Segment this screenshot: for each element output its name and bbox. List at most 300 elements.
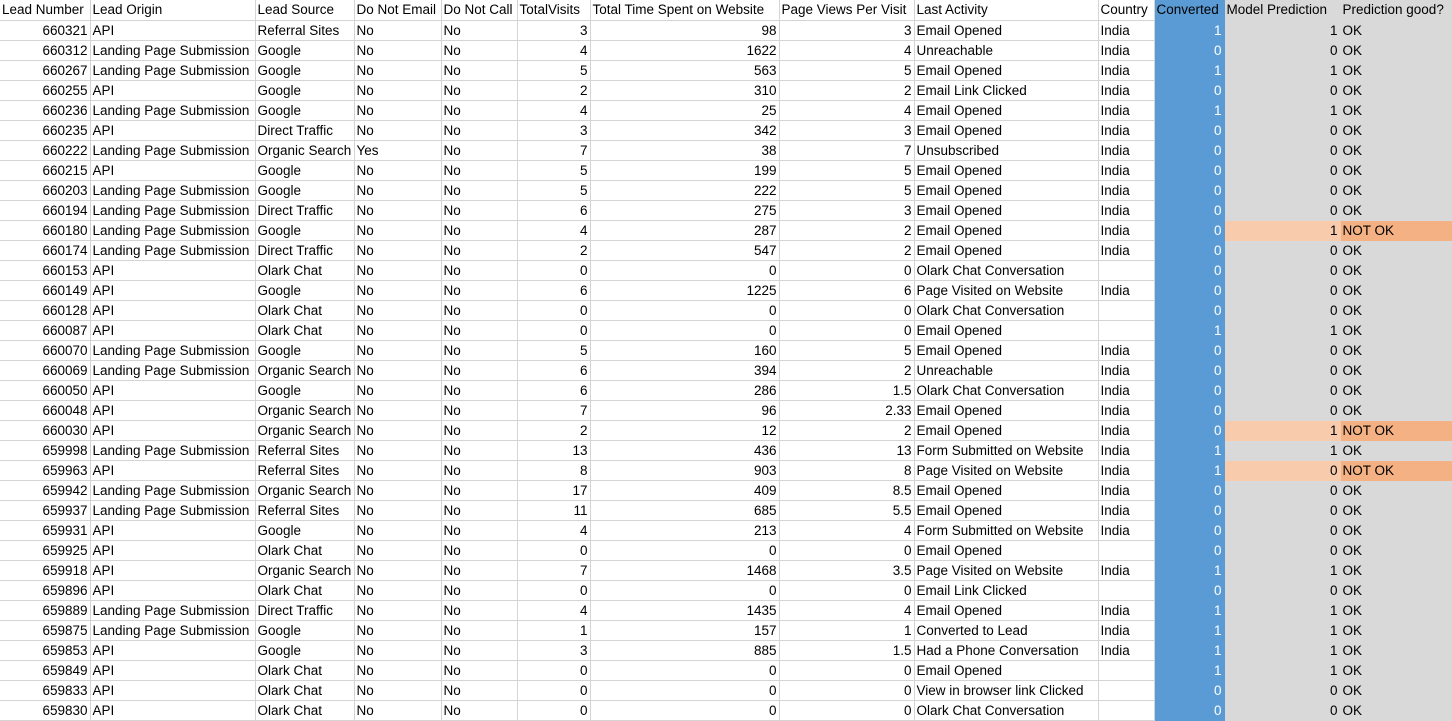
cell-last-activity[interactable]: Unreachable [914,360,1098,380]
cell-lead-origin[interactable]: Landing Page Submission [90,600,255,620]
cell-do-not-call[interactable]: No [441,640,517,660]
cell-converted[interactable]: 1 [1154,20,1224,40]
cell-lead-origin[interactable]: API [90,700,255,720]
cell-lead-source[interactable]: Google [255,100,354,120]
cell-converted[interactable]: 1 [1154,560,1224,580]
cell-converted[interactable]: 0 [1154,120,1224,140]
cell-converted[interactable]: 0 [1154,180,1224,200]
cell-model-prediction[interactable]: 0 [1224,180,1340,200]
cell-lead-source[interactable]: Referral Sites [255,500,354,520]
cell-time-on-website[interactable]: 1468 [590,560,779,580]
cell-country[interactable]: India [1098,180,1154,200]
cell-do-not-call[interactable]: No [441,140,517,160]
cell-prediction-good[interactable]: OK [1340,660,1452,680]
cell-country[interactable] [1098,680,1154,700]
cell-model-prediction[interactable]: 0 [1224,460,1340,480]
cell-do-not-email[interactable]: No [354,400,441,420]
cell-total-visits[interactable]: 1 [517,620,590,640]
cell-model-prediction[interactable]: 1 [1224,20,1340,40]
cell-converted[interactable]: 0 [1154,140,1224,160]
cell-total-visits[interactable]: 6 [517,380,590,400]
cell-do-not-email[interactable]: No [354,200,441,220]
cell-do-not-call[interactable]: No [441,380,517,400]
cell-time-on-website[interactable]: 0 [590,540,779,560]
cell-do-not-email[interactable]: Yes [354,140,441,160]
cell-prediction-good[interactable]: OK [1340,620,1452,640]
cell-lead-number[interactable]: 659963 [0,460,90,480]
cell-page-views-per-visit[interactable]: 4 [779,600,914,620]
cell-total-visits[interactable]: 17 [517,480,590,500]
cell-model-prediction[interactable]: 0 [1224,140,1340,160]
cell-converted[interactable]: 1 [1154,320,1224,340]
cell-country[interactable]: India [1098,20,1154,40]
cell-time-on-website[interactable]: 286 [590,380,779,400]
cell-prediction-good[interactable]: OK [1340,680,1452,700]
cell-converted[interactable]: 0 [1154,240,1224,260]
cell-prediction-good[interactable]: OK [1340,500,1452,520]
cell-do-not-call[interactable]: No [441,460,517,480]
cell-lead-number[interactable]: 660267 [0,60,90,80]
cell-time-on-website[interactable]: 275 [590,200,779,220]
cell-model-prediction[interactable]: 0 [1224,80,1340,100]
cell-total-visits[interactable]: 2 [517,420,590,440]
cell-converted[interactable]: 0 [1154,220,1224,240]
column-header-lead-origin[interactable]: Lead Origin [90,0,255,20]
cell-last-activity[interactable]: Unsubscribed [914,140,1098,160]
cell-lead-source[interactable]: Referral Sites [255,440,354,460]
cell-last-activity[interactable]: Email Opened [914,60,1098,80]
cell-prediction-good[interactable]: OK [1340,480,1452,500]
cell-total-visits[interactable]: 6 [517,200,590,220]
cell-total-visits[interactable]: 3 [517,120,590,140]
cell-do-not-email[interactable]: No [354,560,441,580]
cell-total-visits[interactable]: 0 [517,300,590,320]
cell-total-visits[interactable]: 4 [517,100,590,120]
cell-last-activity[interactable]: Email Opened [914,100,1098,120]
cell-converted[interactable]: 0 [1154,340,1224,360]
column-header-do-not-email[interactable]: Do Not Email [354,0,441,20]
cell-time-on-website[interactable]: 199 [590,160,779,180]
cell-model-prediction[interactable]: 0 [1224,380,1340,400]
cell-model-prediction[interactable]: 1 [1224,620,1340,640]
cell-lead-source[interactable]: Google [255,180,354,200]
cell-lead-origin[interactable]: Landing Page Submission [90,40,255,60]
cell-country[interactable]: India [1098,440,1154,460]
cell-do-not-email[interactable]: No [354,320,441,340]
cell-converted[interactable]: 0 [1154,380,1224,400]
cell-lead-number[interactable]: 660070 [0,340,90,360]
cell-time-on-website[interactable]: 885 [590,640,779,660]
cell-do-not-call[interactable]: No [441,240,517,260]
cell-page-views-per-visit[interactable]: 5.5 [779,500,914,520]
cell-prediction-good[interactable]: OK [1340,260,1452,280]
cell-converted[interactable]: 0 [1154,580,1224,600]
cell-model-prediction[interactable]: 0 [1224,360,1340,380]
cell-lead-origin[interactable]: Landing Page Submission [90,340,255,360]
cell-page-views-per-visit[interactable]: 2 [779,420,914,440]
column-header-time-on-website[interactable]: Total Time Spent on Website [590,0,779,20]
cell-prediction-good[interactable]: NOT OK [1340,220,1452,240]
cell-lead-origin[interactable]: Landing Page Submission [90,620,255,640]
cell-model-prediction[interactable]: 0 [1224,260,1340,280]
cell-do-not-email[interactable]: No [354,420,441,440]
cell-time-on-website[interactable]: 342 [590,120,779,140]
cell-converted[interactable]: 1 [1154,440,1224,460]
cell-lead-number[interactable]: 660153 [0,260,90,280]
cell-do-not-email[interactable]: No [354,540,441,560]
cell-page-views-per-visit[interactable]: 3 [779,120,914,140]
cell-do-not-call[interactable]: No [441,80,517,100]
cell-converted[interactable]: 0 [1154,260,1224,280]
cell-do-not-email[interactable]: No [354,260,441,280]
cell-converted[interactable]: 0 [1154,400,1224,420]
cell-lead-origin[interactable]: API [90,540,255,560]
cell-page-views-per-visit[interactable]: 3 [779,20,914,40]
cell-page-views-per-visit[interactable]: 4 [779,100,914,120]
cell-model-prediction[interactable]: 0 [1224,160,1340,180]
cell-country[interactable]: India [1098,120,1154,140]
cell-time-on-website[interactable]: 0 [590,680,779,700]
cell-country[interactable]: India [1098,560,1154,580]
cell-model-prediction[interactable]: 1 [1224,560,1340,580]
cell-page-views-per-visit[interactable]: 0 [779,700,914,720]
cell-prediction-good[interactable]: OK [1340,20,1452,40]
cell-country[interactable] [1098,300,1154,320]
cell-converted[interactable]: 0 [1154,40,1224,60]
cell-converted[interactable]: 0 [1154,200,1224,220]
column-header-lead-source[interactable]: Lead Source [255,0,354,20]
cell-lead-number[interactable]: 659937 [0,500,90,520]
cell-last-activity[interactable]: Email Opened [914,660,1098,680]
cell-lead-number[interactable]: 660255 [0,80,90,100]
cell-country[interactable] [1098,260,1154,280]
cell-model-prediction[interactable]: 0 [1224,500,1340,520]
cell-lead-number[interactable]: 659931 [0,520,90,540]
cell-converted[interactable]: 1 [1154,460,1224,480]
cell-do-not-call[interactable]: No [441,700,517,720]
cell-country[interactable]: India [1098,460,1154,480]
cell-prediction-good[interactable]: NOT OK [1340,420,1452,440]
cell-lead-origin[interactable]: API [90,120,255,140]
cell-page-views-per-visit[interactable]: 0 [779,580,914,600]
cell-lead-origin[interactable]: Landing Page Submission [90,100,255,120]
cell-last-activity[interactable]: View in browser link Clicked [914,680,1098,700]
cell-prediction-good[interactable]: OK [1340,200,1452,220]
cell-lead-number[interactable]: 659849 [0,660,90,680]
cell-total-visits[interactable]: 0 [517,580,590,600]
cell-lead-number[interactable]: 659853 [0,640,90,660]
cell-lead-number[interactable]: 660222 [0,140,90,160]
cell-last-activity[interactable]: Olark Chat Conversation [914,380,1098,400]
cell-last-activity[interactable]: Form Submitted on Website [914,520,1098,540]
cell-total-visits[interactable]: 6 [517,280,590,300]
cell-lead-source[interactable]: Direct Traffic [255,200,354,220]
cell-lead-origin[interactable]: API [90,400,255,420]
cell-do-not-email[interactable]: No [354,20,441,40]
cell-model-prediction[interactable]: 1 [1224,660,1340,680]
cell-model-prediction[interactable]: 0 [1224,340,1340,360]
cell-model-prediction[interactable]: 1 [1224,440,1340,460]
cell-lead-origin[interactable]: API [90,80,255,100]
cell-lead-origin[interactable]: API [90,420,255,440]
cell-lead-number[interactable]: 660321 [0,20,90,40]
cell-do-not-email[interactable]: No [354,640,441,660]
cell-lead-origin[interactable]: API [90,260,255,280]
cell-last-activity[interactable]: Email Opened [914,420,1098,440]
cell-page-views-per-visit[interactable]: 6 [779,280,914,300]
cell-total-visits[interactable]: 0 [517,540,590,560]
cell-total-visits[interactable]: 5 [517,160,590,180]
cell-do-not-email[interactable]: No [354,280,441,300]
cell-prediction-good[interactable]: OK [1340,320,1452,340]
cell-last-activity[interactable]: Email Opened [914,500,1098,520]
cell-model-prediction[interactable]: 0 [1224,240,1340,260]
cell-lead-source[interactable]: Organic Search [255,480,354,500]
cell-lead-origin[interactable]: Landing Page Submission [90,220,255,240]
cell-do-not-call[interactable]: No [441,120,517,140]
cell-lead-origin[interactable]: Landing Page Submission [90,360,255,380]
cell-lead-number[interactable]: 660215 [0,160,90,180]
cell-total-visits[interactable]: 0 [517,680,590,700]
cell-do-not-call[interactable]: No [441,420,517,440]
cell-page-views-per-visit[interactable]: 3.5 [779,560,914,580]
cell-model-prediction[interactable]: 0 [1224,280,1340,300]
cell-last-activity[interactable]: Page Visited on Website [914,460,1098,480]
cell-country[interactable]: India [1098,220,1154,240]
cell-country[interactable]: India [1098,200,1154,220]
cell-total-visits[interactable]: 13 [517,440,590,460]
cell-country[interactable] [1098,700,1154,720]
cell-lead-number[interactable]: 660312 [0,40,90,60]
cell-lead-number[interactable]: 660128 [0,300,90,320]
cell-total-visits[interactable]: 8 [517,460,590,480]
cell-last-activity[interactable]: Email Opened [914,160,1098,180]
cell-country[interactable] [1098,320,1154,340]
cell-do-not-call[interactable]: No [441,40,517,60]
cell-model-prediction[interactable]: 1 [1224,600,1340,620]
cell-converted[interactable]: 0 [1154,300,1224,320]
cell-lead-source[interactable]: Google [255,640,354,660]
cell-page-views-per-visit[interactable]: 4 [779,520,914,540]
cell-converted[interactable]: 1 [1154,660,1224,680]
cell-lead-number[interactable]: 659875 [0,620,90,640]
cell-total-visits[interactable]: 6 [517,360,590,380]
cell-time-on-website[interactable]: 409 [590,480,779,500]
cell-do-not-call[interactable]: No [441,480,517,500]
cell-lead-origin[interactable]: Landing Page Submission [90,500,255,520]
column-header-total-visits[interactable]: TotalVisits [517,0,590,20]
column-header-lead-number[interactable]: Lead Number [0,0,90,20]
cell-converted[interactable]: 0 [1154,700,1224,720]
cell-page-views-per-visit[interactable]: 13 [779,440,914,460]
cell-lead-source[interactable]: Referral Sites [255,460,354,480]
cell-do-not-email[interactable]: No [354,60,441,80]
cell-model-prediction[interactable]: 1 [1224,220,1340,240]
cell-page-views-per-visit[interactable]: 0 [779,320,914,340]
cell-lead-source[interactable]: Google [255,380,354,400]
cell-do-not-call[interactable]: No [441,220,517,240]
cell-last-activity[interactable]: Email Opened [914,600,1098,620]
cell-model-prediction[interactable]: 0 [1224,200,1340,220]
cell-country[interactable]: India [1098,380,1154,400]
cell-time-on-website[interactable]: 0 [590,300,779,320]
cell-total-visits[interactable]: 0 [517,320,590,340]
cell-prediction-good[interactable]: OK [1340,140,1452,160]
cell-converted[interactable]: 1 [1154,60,1224,80]
cell-page-views-per-visit[interactable]: 2 [779,220,914,240]
cell-last-activity[interactable]: Email Opened [914,20,1098,40]
cell-lead-origin[interactable]: Landing Page Submission [90,140,255,160]
cell-do-not-email[interactable]: No [354,600,441,620]
cell-lead-source[interactable]: Referral Sites [255,20,354,40]
cell-do-not-call[interactable]: No [441,360,517,380]
cell-country[interactable]: India [1098,600,1154,620]
cell-converted[interactable]: 0 [1154,280,1224,300]
cell-country[interactable]: India [1098,620,1154,640]
cell-last-activity[interactable]: Email Opened [914,320,1098,340]
cell-lead-number[interactable]: 659998 [0,440,90,460]
cell-converted[interactable]: 0 [1154,420,1224,440]
column-header-do-not-call[interactable]: Do Not Call [441,0,517,20]
cell-lead-number[interactable]: 660149 [0,280,90,300]
cell-total-visits[interactable]: 4 [517,600,590,620]
cell-converted[interactable]: 1 [1154,100,1224,120]
cell-do-not-call[interactable]: No [441,200,517,220]
cell-do-not-call[interactable]: No [441,540,517,560]
cell-lead-source[interactable]: Organic Search [255,420,354,440]
cell-prediction-good[interactable]: OK [1340,560,1452,580]
cell-lead-number[interactable]: 659889 [0,600,90,620]
cell-do-not-email[interactable]: No [354,660,441,680]
cell-converted[interactable]: 0 [1154,540,1224,560]
cell-model-prediction[interactable]: 0 [1224,480,1340,500]
cell-total-visits[interactable]: 7 [517,560,590,580]
cell-page-views-per-visit[interactable]: 5 [779,340,914,360]
cell-do-not-email[interactable]: No [354,360,441,380]
cell-time-on-website[interactable]: 0 [590,580,779,600]
cell-model-prediction[interactable]: 0 [1224,680,1340,700]
cell-lead-number[interactable]: 660235 [0,120,90,140]
cell-time-on-website[interactable]: 547 [590,240,779,260]
cell-do-not-call[interactable]: No [441,600,517,620]
cell-last-activity[interactable]: Email Link Clicked [914,580,1098,600]
cell-do-not-call[interactable]: No [441,160,517,180]
cell-time-on-website[interactable]: 310 [590,80,779,100]
cell-time-on-website[interactable]: 1225 [590,280,779,300]
cell-time-on-website[interactable]: 12 [590,420,779,440]
cell-total-visits[interactable]: 3 [517,640,590,660]
cell-prediction-good[interactable]: OK [1340,340,1452,360]
cell-lead-source[interactable]: Google [255,280,354,300]
cell-lead-origin[interactable]: API [90,280,255,300]
cell-do-not-call[interactable]: No [441,660,517,680]
cell-country[interactable]: India [1098,500,1154,520]
cell-do-not-email[interactable]: No [354,620,441,640]
cell-lead-source[interactable]: Organic Search [255,400,354,420]
cell-prediction-good[interactable]: OK [1340,180,1452,200]
cell-last-activity[interactable]: Email Opened [914,240,1098,260]
cell-prediction-good[interactable]: OK [1340,580,1452,600]
cell-lead-origin[interactable]: API [90,20,255,40]
cell-lead-origin[interactable]: Landing Page Submission [90,240,255,260]
cell-lead-source[interactable]: Google [255,160,354,180]
cell-lead-origin[interactable]: Landing Page Submission [90,60,255,80]
cell-page-views-per-visit[interactable]: 0 [779,540,914,560]
cell-lead-origin[interactable]: Landing Page Submission [90,200,255,220]
cell-country[interactable]: India [1098,40,1154,60]
cell-lead-source[interactable]: Google [255,220,354,240]
cell-page-views-per-visit[interactable]: 3 [779,200,914,220]
cell-do-not-call[interactable]: No [441,440,517,460]
cell-do-not-email[interactable]: No [354,700,441,720]
cell-prediction-good[interactable]: OK [1340,120,1452,140]
cell-prediction-good[interactable]: OK [1340,600,1452,620]
cell-do-not-call[interactable]: No [441,60,517,80]
cell-total-visits[interactable]: 7 [517,400,590,420]
cell-prediction-good[interactable]: OK [1340,280,1452,300]
cell-lead-source[interactable]: Olark Chat [255,660,354,680]
cell-last-activity[interactable]: Unreachable [914,40,1098,60]
cell-lead-source[interactable]: Google [255,340,354,360]
cell-time-on-website[interactable]: 0 [590,260,779,280]
cell-country[interactable]: India [1098,240,1154,260]
cell-converted[interactable]: 0 [1154,680,1224,700]
cell-do-not-call[interactable]: No [441,580,517,600]
cell-time-on-website[interactable]: 563 [590,60,779,80]
cell-prediction-good[interactable]: OK [1340,160,1452,180]
cell-last-activity[interactable]: Olark Chat Conversation [914,700,1098,720]
cell-last-activity[interactable]: Olark Chat Conversation [914,260,1098,280]
cell-lead-number[interactable]: 659918 [0,560,90,580]
cell-do-not-call[interactable]: No [441,280,517,300]
cell-lead-number[interactable]: 659833 [0,680,90,700]
cell-do-not-call[interactable]: No [441,260,517,280]
cell-prediction-good[interactable]: NOT OK [1340,460,1452,480]
cell-last-activity[interactable]: Email Opened [914,540,1098,560]
column-header-converted[interactable]: Converted [1154,0,1224,20]
cell-total-visits[interactable]: 3 [517,20,590,40]
cell-total-visits[interactable]: 0 [517,260,590,280]
cell-lead-number[interactable]: 659942 [0,480,90,500]
cell-do-not-email[interactable]: No [354,480,441,500]
cell-last-activity[interactable]: Email Opened [914,400,1098,420]
column-header-prediction-good[interactable]: Prediction good? [1340,0,1452,20]
cell-lead-origin[interactable]: API [90,640,255,660]
cell-model-prediction[interactable]: 0 [1224,400,1340,420]
cell-converted[interactable]: 1 [1154,620,1224,640]
cell-do-not-call[interactable]: No [441,500,517,520]
cell-lead-source[interactable]: Olark Chat [255,580,354,600]
cell-time-on-website[interactable]: 1435 [590,600,779,620]
cell-prediction-good[interactable]: OK [1340,360,1452,380]
cell-total-visits[interactable]: 4 [517,520,590,540]
cell-country[interactable]: India [1098,60,1154,80]
cell-lead-source[interactable]: Olark Chat [255,260,354,280]
cell-converted[interactable]: 0 [1154,160,1224,180]
cell-last-activity[interactable]: Email Opened [914,340,1098,360]
cell-do-not-call[interactable]: No [441,300,517,320]
cell-converted[interactable]: 0 [1154,520,1224,540]
cell-time-on-website[interactable]: 287 [590,220,779,240]
cell-lead-origin[interactable]: Landing Page Submission [90,480,255,500]
cell-last-activity[interactable]: Email Opened [914,200,1098,220]
cell-lead-number[interactable]: 660203 [0,180,90,200]
cell-converted[interactable]: 0 [1154,80,1224,100]
cell-time-on-website[interactable]: 1622 [590,40,779,60]
cell-page-views-per-visit[interactable]: 2 [779,240,914,260]
cell-converted[interactable]: 0 [1154,500,1224,520]
cell-lead-source[interactable]: Olark Chat [255,300,354,320]
